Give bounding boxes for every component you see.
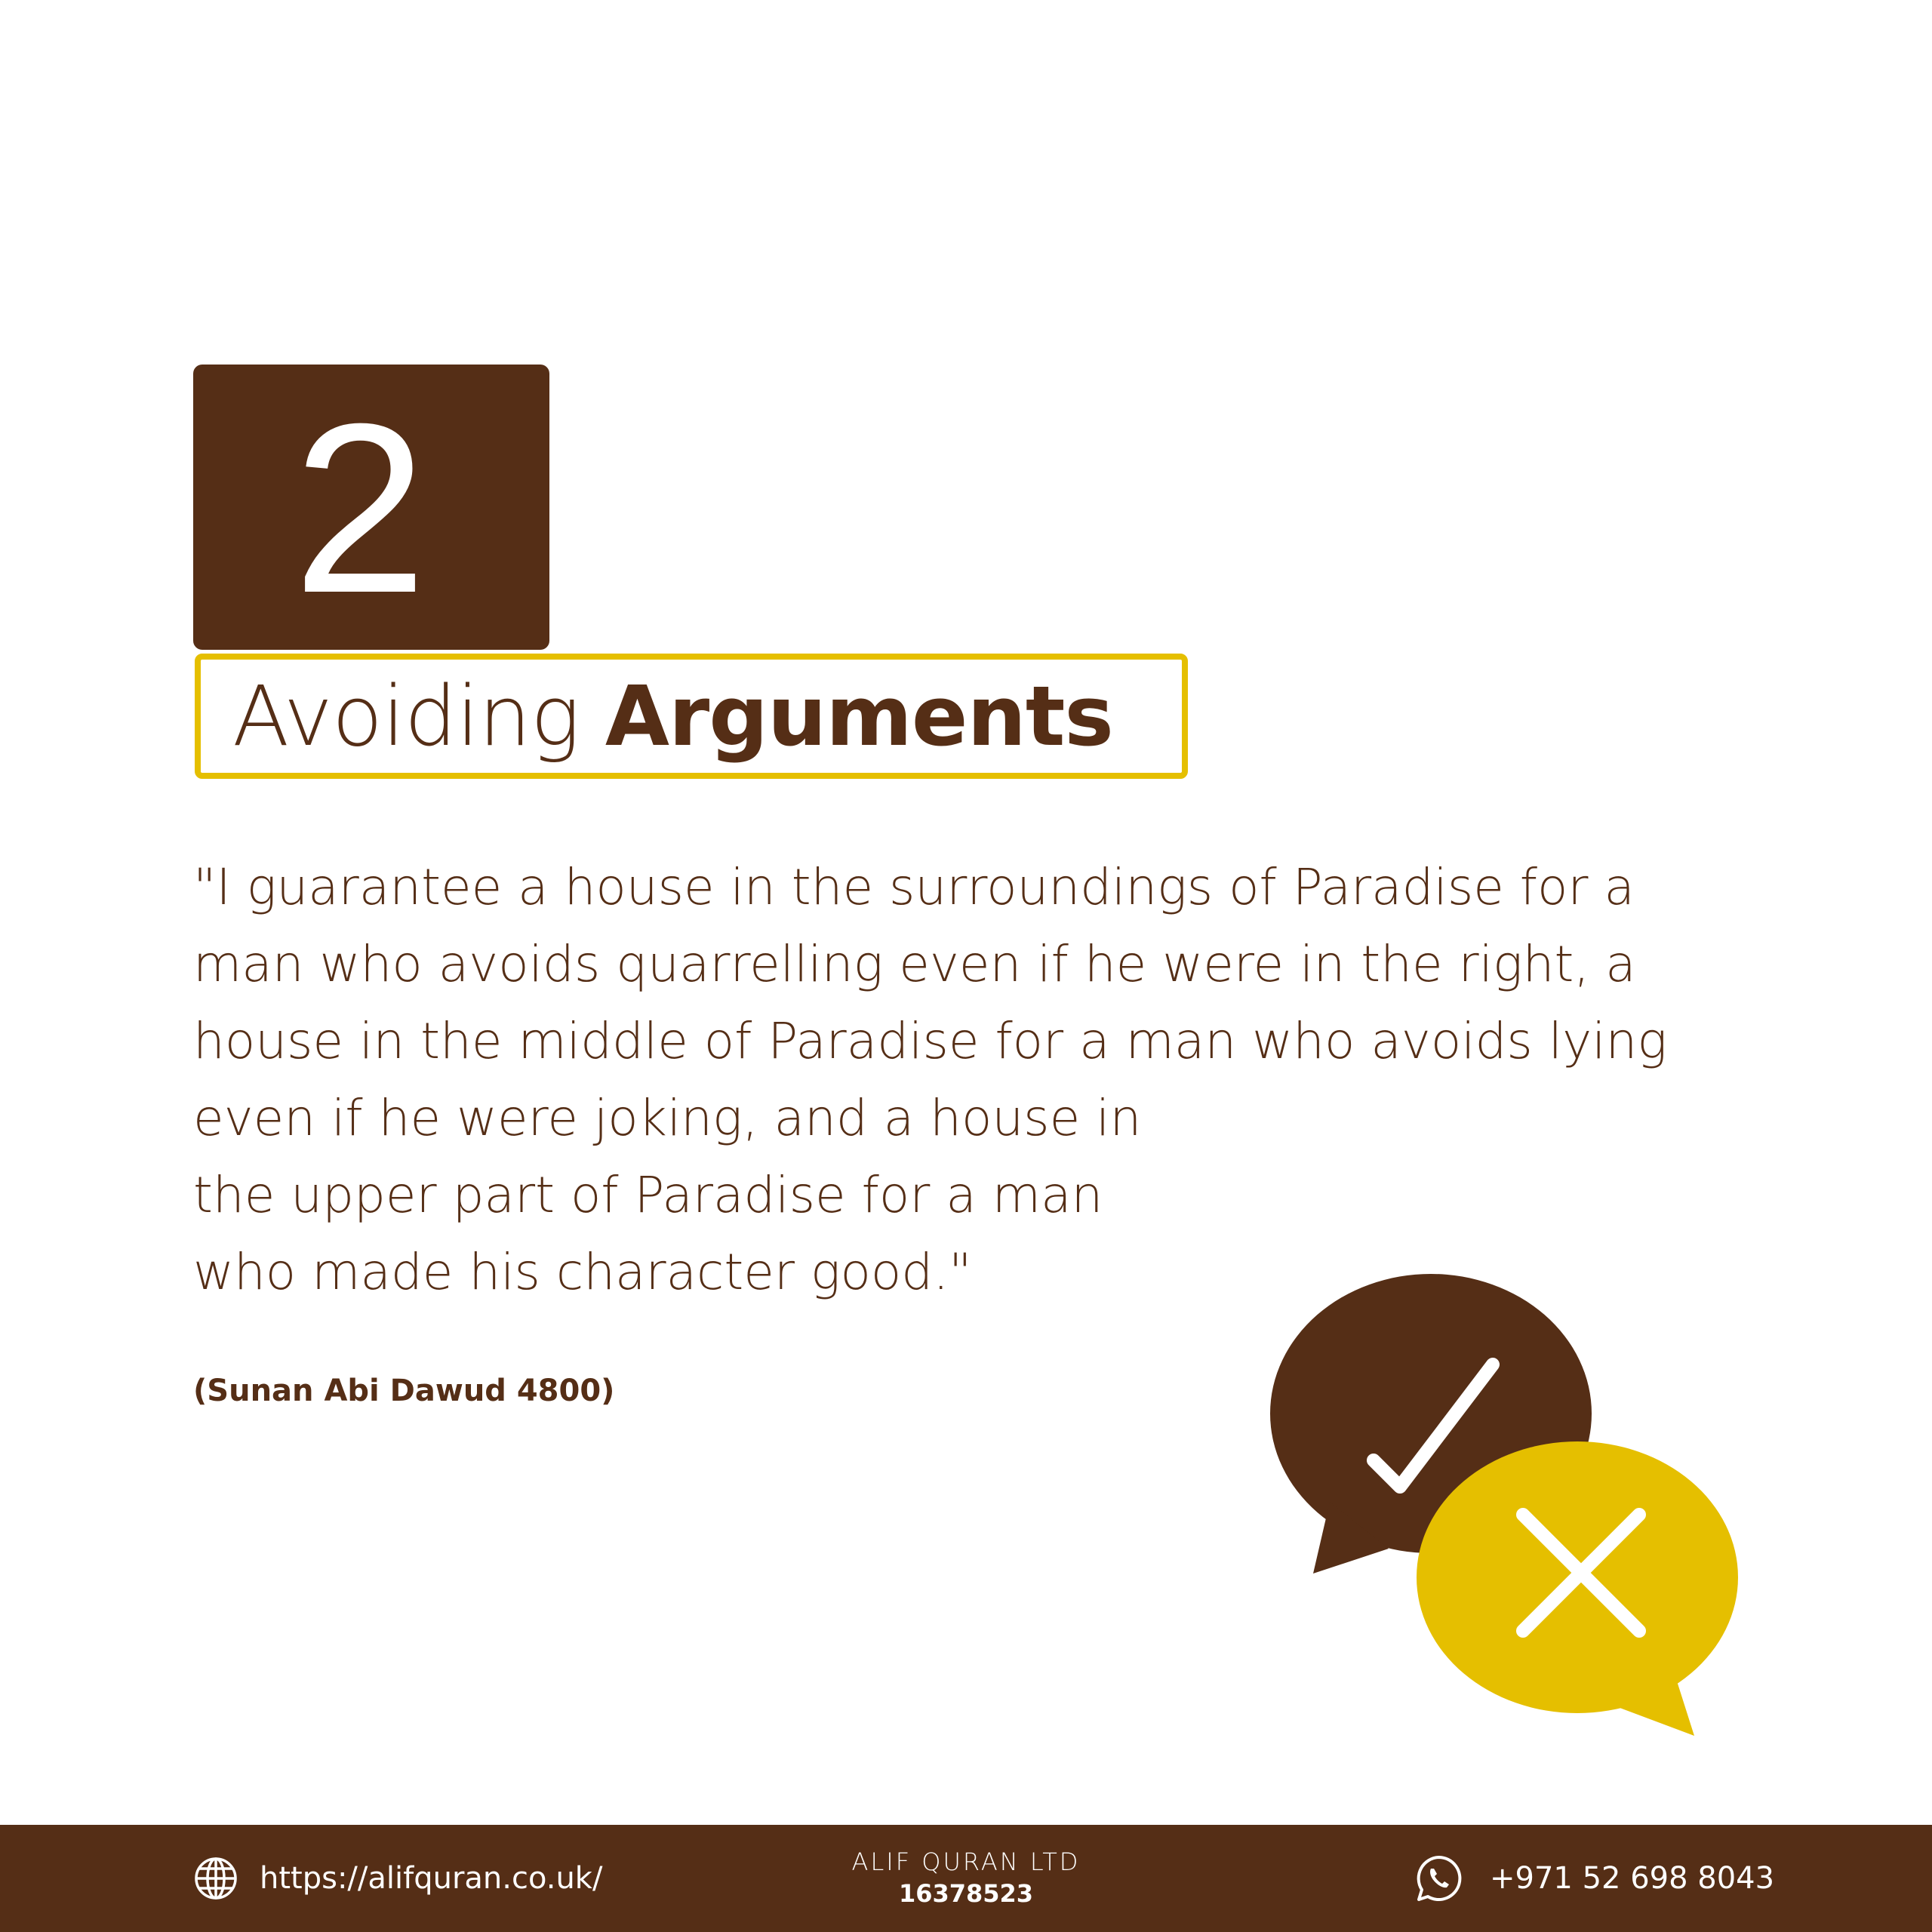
phone-number: +971 52 698 8043 [1490,1861,1775,1896]
quote-line: the upper part of Paradise for a man [193,1166,1103,1224]
heading-box [195,654,1188,779]
cross-bubble-icon [1417,1441,1738,1736]
hadith-source: (Sunan Abi Dawud 4800) [193,1374,615,1408]
whatsapp-icon [1414,1854,1464,1903]
website-url: https://alifquran.co.uk/ [260,1861,603,1896]
title-bold: Arguments [605,668,1113,764]
title-light: Avoiding [232,668,580,764]
company-info [815,1847,1117,1908]
number-badge-text: 2 [293,373,427,643]
number-badge [193,365,549,650]
website-link[interactable] [193,1825,602,1932]
hadith-quote [193,849,1778,1311]
chat-bubbles-illustration [1260,1260,1743,1743]
page-title [232,660,1113,773]
quote-line: who made his character good." [193,1243,972,1301]
company-registration: 16378523 [898,1879,1034,1908]
quote-line: "I guarantee a house in the surroundings of Paradise for a [193,858,1635,916]
quote-line: even if he were joking, and a house in [193,1089,1142,1147]
quote-line: house in the middle of Paradise for a man who avoids lying [193,1012,1667,1070]
footer [0,1825,1932,1932]
globe-icon [193,1856,238,1901]
quote-line: man who avoids quarrelling even if he were in the right, a [193,935,1636,993]
company-name: ALIF QURAN LTD [851,1847,1081,1876]
phone-link[interactable] [1414,1825,1774,1932]
